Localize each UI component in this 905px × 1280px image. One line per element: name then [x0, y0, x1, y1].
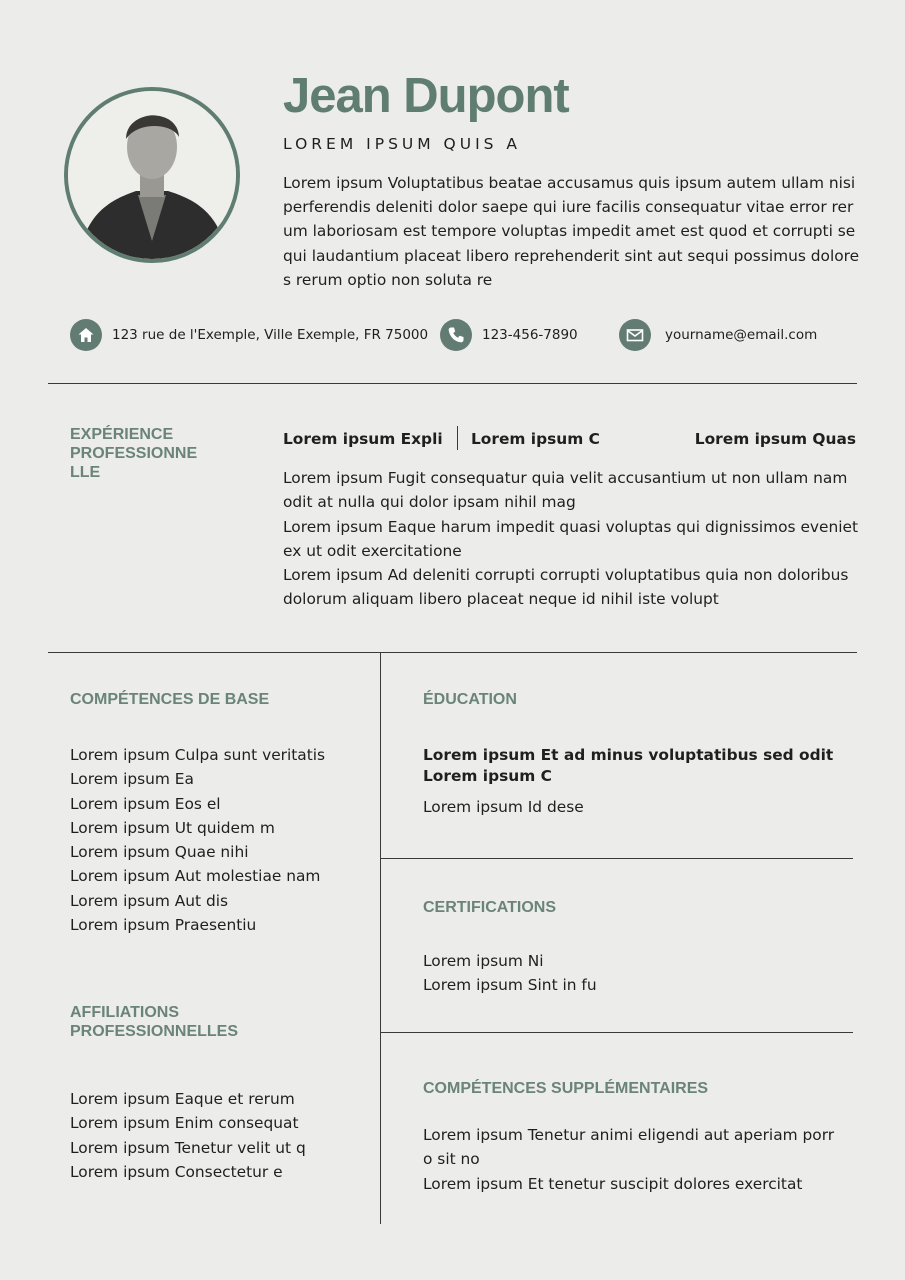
avatar-image [68, 91, 236, 259]
experience-section-title: EXPÉRIENCE PROFESSIONNE LLE [70, 426, 198, 481]
experience-dates: Lorem ipsum Quas [694, 430, 856, 448]
list-item: Lorem ipsum Ut quidem m [70, 818, 275, 837]
description-line: o sit no [423, 1150, 480, 1169]
extra-skills-section-title: COMPÉTENCES SUPPLÉMENTAIRES [423, 1080, 709, 1097]
separator [457, 426, 458, 450]
extra-skills-text [423, 1123, 843, 1196]
list-item: Lorem ipsum Eos el [70, 794, 221, 813]
description-line: Lorem ipsum Et tenetur suscipit dolores exercitat [423, 1174, 803, 1193]
divider [381, 858, 853, 859]
list-item: Lorem ipsum Eaque et rerum [70, 1090, 295, 1108]
profile-summary: Lorem ipsum Voluptatibus beatae accusamus quis ipsum autem ullam nisi perferendis deleniti dolor saepe qui iure facilis consequatur vitae error rerum laboriosam est tempore voluptas impedit amet est quod et corrupti sequi laudantium placeat libero reprehenderit sint aut sequi possimus dolores rerum optio non soluta re [283, 174, 860, 289]
description-line: Lorem ipsum Eaque harum impedit quasi voluptas qui dignissimos eveniet [283, 517, 859, 536]
description-line: Lorem ipsum Tenetur animi eligendi aut aperiam porr [423, 1126, 835, 1144]
experience-description [283, 466, 863, 612]
list-item: Lorem ipsum Aut dis [70, 891, 229, 910]
certifications-section-title: CERTIFICATIONS [423, 899, 557, 916]
home-icon [70, 319, 102, 351]
certifications-list [423, 949, 597, 998]
phone-icon [440, 319, 472, 351]
list-item: Lorem ipsum Sint in fu [423, 976, 597, 995]
education-degree: Lorem ipsum Et ad minus voluptatibus sed odit Lorem ipsum C [423, 746, 834, 785]
education-detail: Lorem ipsum Id dese [423, 798, 584, 816]
contact-phone: 123-456-7890 [482, 327, 578, 343]
affiliations-list [70, 1087, 306, 1184]
job-title: LOREM IPSUM QUIS A [283, 135, 522, 153]
contact-email: yourname@email.com [665, 327, 818, 343]
education-section-title: ÉDUCATION [423, 691, 517, 708]
description-line: Lorem ipsum Fugit consequatur quia velit accusantium ut non ullam nam [283, 469, 848, 487]
list-item: Lorem ipsum Ea [70, 770, 194, 789]
experience-company: Lorem ipsum C [471, 430, 600, 448]
column-divider [380, 652, 381, 1224]
skills-section-title: COMPÉTENCES DE BASE [70, 691, 270, 708]
profile-photo [64, 87, 240, 263]
divider [381, 1032, 853, 1033]
description-line: dolorum aliquam libero placeat neque id nihil iste volupt [283, 590, 719, 609]
candidate-name: Jean Dupont [283, 69, 569, 123]
list-item: Lorem ipsum Aut molestiae nam [70, 867, 321, 886]
list-item: Lorem ipsum Praesentiu [70, 916, 257, 935]
contact-address: 123 rue de l'Exemple, Ville Exemple, FR 75000 [112, 327, 429, 343]
divider [48, 383, 857, 384]
affiliations-section-title: AFFILIATIONS PROFESSIONNELLES [70, 1004, 239, 1040]
divider [48, 652, 857, 653]
list-item: Lorem ipsum Tenetur velit ut q [70, 1138, 306, 1157]
description-line: ex ut odit exercitatione [283, 541, 462, 560]
list-item: Lorem ipsum Consectetur e [70, 1162, 283, 1181]
description-line: odit at nulla qui dolor ipsam nihil mag [283, 493, 576, 512]
list-item: Lorem ipsum Enim consequat [70, 1114, 299, 1133]
list-item: Lorem ipsum Ni [423, 952, 544, 970]
list-item: Lorem ipsum Culpa sunt veritatis [70, 746, 326, 764]
skills-list [70, 743, 325, 937]
description-line: Lorem ipsum Ad deleniti corrupti corrupti voluptatibus quia non doloribus [283, 566, 849, 585]
experience-role: Lorem ipsum Expli [283, 430, 443, 448]
email-icon [619, 319, 651, 351]
list-item: Lorem ipsum Quae nihi [70, 843, 249, 862]
